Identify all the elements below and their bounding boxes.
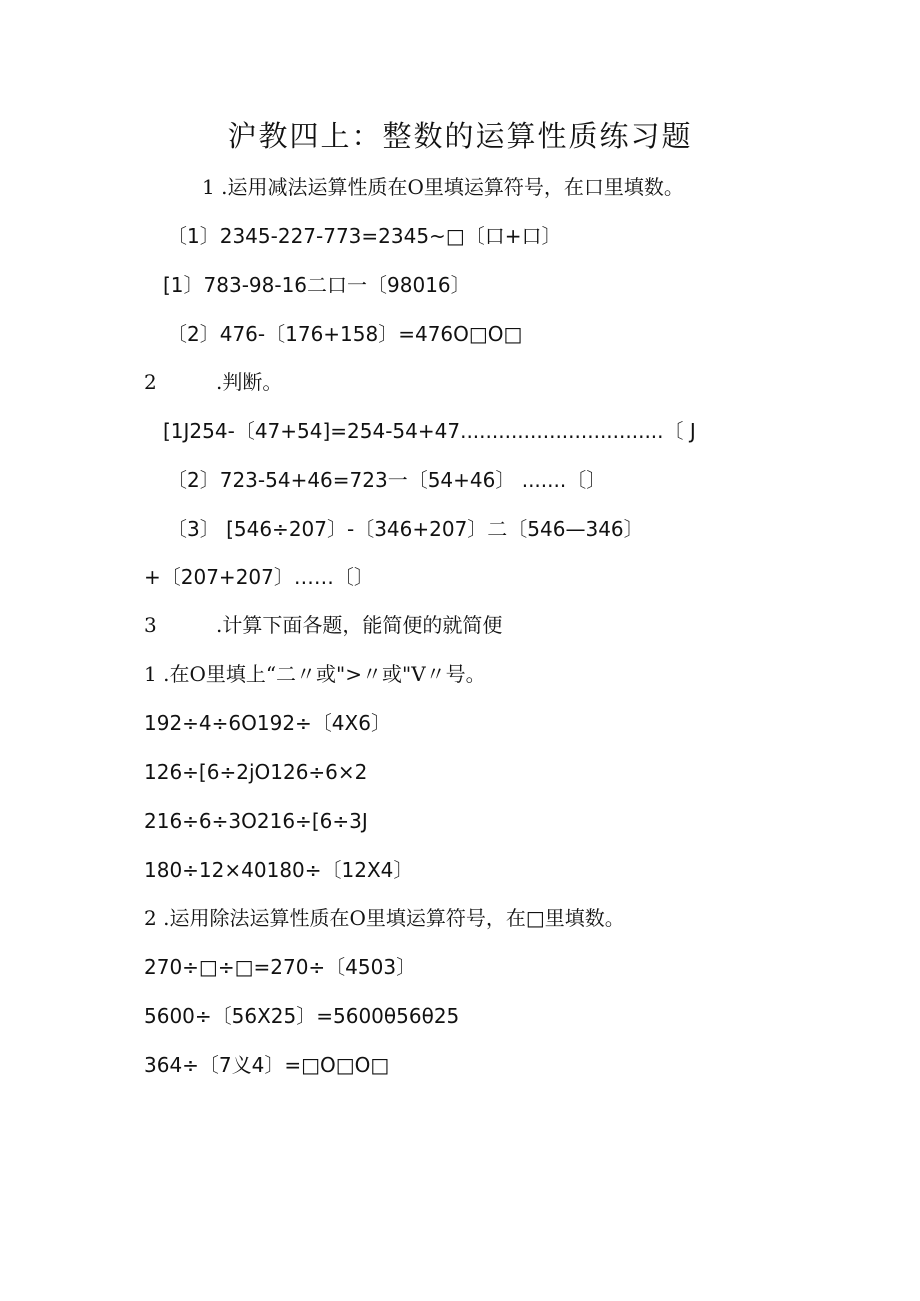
sub-question-1-item-2: 126÷[6÷2jO126÷6×2	[144, 760, 368, 784]
question-1-instruction: 1 .运用减法运算性质在O里填运算符号，在口里填数。	[202, 175, 684, 199]
question-3-label: .计算下面各题，能简便的就简便	[216, 613, 503, 637]
sub-question-1-item-4: 180÷12×40180÷〔12X4〕	[144, 858, 414, 882]
sub-question-1-item-1: 192÷4÷6O192÷〔4X6〕	[144, 711, 391, 735]
question-2-number: 2	[144, 370, 157, 394]
sub-question-2-item-3: 364÷〔7义4〕=□O□O□	[144, 1053, 390, 1077]
question-2-item-2: 〔2〕723-54+46=723一〔54+46〕 .......〔〕	[167, 468, 607, 492]
sub-question-2-item-2: 5600÷〔56X25〕=5600θ56θ25	[144, 1004, 460, 1028]
page-title: 沪教四上：整数的运算性质练习题	[227, 119, 693, 153]
question-2-item-1: [1J254-〔47+54]=254-54+47................................〔 J	[163, 419, 696, 443]
question-2-label: .判断。	[216, 370, 283, 394]
question-2-heading	[144, 367, 282, 397]
question-1-item-2: 〔2〕476-〔176+158〕=476O□O□	[167, 322, 523, 346]
question-2-item-3-continued: +〔207+207〕……〔〕	[144, 565, 374, 589]
sub-question-2-instruction: 2 .运用除法运算性质在O里填运算符号，在□里填数。	[144, 906, 625, 930]
sub-question-1-item-3: 216÷6÷3O216÷[6÷3J	[144, 809, 368, 833]
question-1-item-1: 〔1〕2345-227-773=2345~□〔口+口〕	[167, 224, 562, 248]
sub-question-2-item-1: 270÷□÷□=270÷〔4503〕	[144, 955, 417, 979]
question-1-item-1b: [1〕783-98-16二口一〔98016〕	[163, 273, 471, 297]
question-2-item-3: 〔3〕 [546÷207〕-〔346+207〕二〔546—346〕	[167, 517, 644, 541]
question-3-heading	[144, 610, 502, 640]
sub-question-1-instruction: 1 .在O里填上“二〃或">〃或"V〃号。	[144, 662, 486, 686]
question-3-number: 3	[144, 613, 157, 637]
